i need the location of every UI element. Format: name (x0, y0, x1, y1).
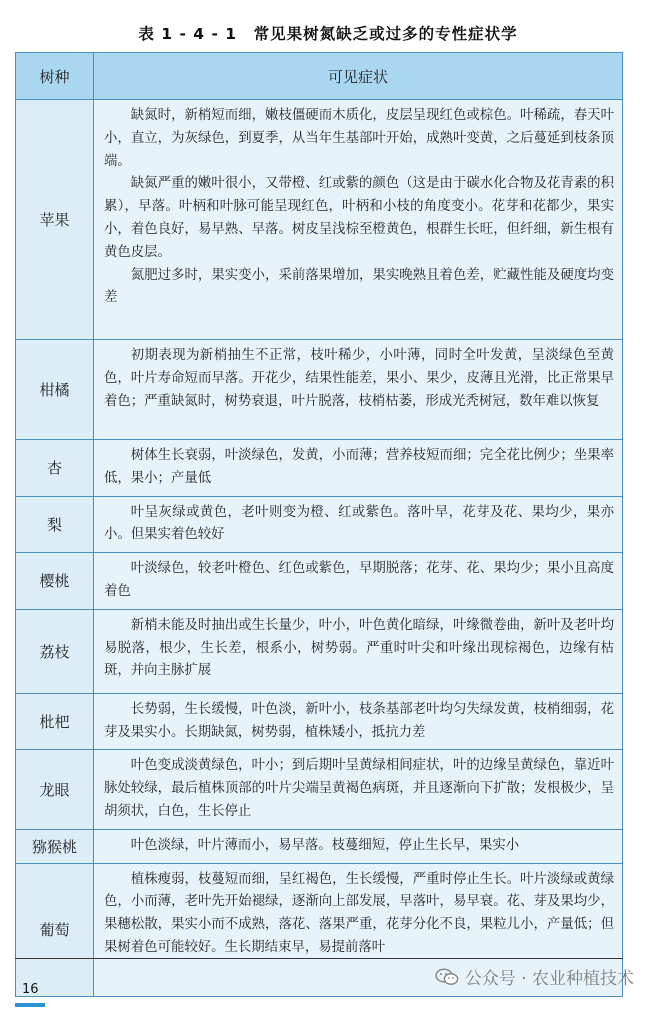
symptom-table (15, 52, 623, 997)
species-cell: 龙眼 (16, 750, 94, 829)
wechat-icon (435, 968, 459, 986)
species-cell: 杏 (16, 440, 94, 497)
species-cell: 枇杷 (16, 693, 94, 750)
symptom-cell (94, 829, 623, 863)
symptom-cell (94, 750, 623, 829)
species-cell: 梨 (16, 496, 94, 553)
header-symptoms: 可见症状 (94, 53, 623, 100)
table-row (16, 553, 623, 610)
symptom-paragraph: 树体生长衰弱，叶淡绿色，发黄，小而薄；营养枝短而细；完全花比例少；坐果率低，果小；产量低 (104, 448, 614, 486)
symptom-cell (94, 609, 623, 693)
species-cell: 柑橘 (16, 340, 94, 440)
table-row (16, 100, 623, 340)
symptom-paragraph: 新梢未能及时抽出或生长量少，叶小，叶色黄化暗绿，叶缘微卷曲，新叶及老叶均易脱落，根少，生长差，根系小，树势弱。严重时叶尖和叶缘出现棕褐色，边缘有枯斑，并向主脉扩展 (104, 617, 614, 679)
symptom-paragraph: 缺氮严重的嫩叶很小，又带橙、红或紫的颜色（这是由于碳水化合物及花青素的积累），早落。叶柄和叶脉可能呈现红色，叶柄和小枝的角度变小。花芽和花都少，果实小，着色良好，易早熟、早落。树皮呈浅棕至橙黄色，根群生长旺，但纤细，新生根有黄色皮层。 (104, 176, 614, 260)
species-cell: 猕猴桃 (16, 829, 94, 863)
symptom-cell (94, 496, 623, 553)
species-cell: 苹果 (16, 100, 94, 340)
table-row (16, 496, 623, 553)
symptom-cell (94, 100, 623, 340)
symptom-paragraph: 长势弱，生长缓慢，叶色淡，新叶小，枝条基部老叶均匀失绿发黄，枝梢细弱，花芽及果实小。长期缺氮，树势弱，植株矮小，抵抗力差 (104, 701, 614, 740)
footer-divider (15, 958, 623, 959)
symptom-paragraph: 叶呈灰绿或黄色，老叶则变为橙、红或紫色。落叶早，花芽及花、果均少，果亦小。但果实着色较好 (104, 504, 614, 543)
table-row (16, 750, 623, 829)
species-cell: 葡萄 (16, 863, 94, 996)
watermark-text: 公众号 · 农业种植技术 (464, 969, 634, 989)
table-header-row (16, 53, 623, 100)
page-number: 16 (22, 982, 39, 997)
symptom-paragraph: 叶色变成淡黄绿色，叶小；到后期叶呈黄绿相间症状，叶的边缘呈黄绿色，靠近叶脉处较绿，最后植株顶部的叶片尖端呈黄褐色病斑，并且逐渐向下扩散；发根极少，呈胡须状，白色，生长停止 (104, 758, 614, 819)
table-row (16, 609, 623, 693)
symptom-paragraph: 叶淡绿色，较老叶橙色、红色或紫色，早期脱落；花芽、花、果均少；果小且高度着色 (104, 561, 614, 599)
watermark (435, 964, 634, 989)
table-row (16, 440, 623, 497)
symptom-paragraph: 植株瘦弱，枝蔓短而细，呈红褐色，生长缓慢，严重时停止生长。叶片淡绿或黄绿色，小而薄，老叶先开始褪绿，逐渐向上部发展，早落叶，易早衰。花、芽及果均少，果穗松散，果实小而不成熟，落花、落果严重，花芽分化不良，果粒儿小，产量低；但果树着色可能较好。生长期结束早，易提前落叶 (104, 871, 614, 955)
symptom-cell (94, 440, 623, 497)
table-title: 表 1 - 4 - 1 常见果树氮缺乏或过多的专性症状学 (138, 25, 518, 43)
table-row (16, 693, 623, 750)
symptom-paragraph: 缺氮时，新梢短而细，嫩枝僵硬而木质化，皮层呈现红色或棕色。叶稀疏，春天叶小，直立，为灰绿色，到夏季，从当年生基部叶开始，成熟叶变黄，之后蔓延到枝条顶端。 (104, 108, 614, 169)
symptom-cell (94, 693, 623, 750)
symptom-paragraph: 氮肥过多时，果实变小，采前落果增加，果实晚熟且着色差，贮藏性能及硬度均变差 (104, 267, 614, 306)
symptom-paragraph: 叶色淡绿，叶片薄而小，易早落。枝蔓细短，停止生长早，果实小 (130, 837, 520, 853)
page-accent-bar (15, 1003, 45, 1007)
header-species: 树种 (16, 53, 94, 100)
species-cell: 樱桃 (16, 553, 94, 610)
table-row (16, 829, 623, 863)
symptom-paragraph: 初期表现为新梢抽生不正常，枝叶稀少，小叶薄，同时全叶发黄，呈淡绿色至黄色，叶片寿命短而早落。开花少，结果性能差，果小、果少，皮薄且光滑，比正常果早着色；严重缺氮时，树势衰退，叶片脱落，枝梢枯萎，形成光秃树冠，数年难以恢复 (104, 348, 614, 409)
species-cell: 荔枝 (16, 609, 94, 693)
symptom-cell (94, 340, 623, 440)
symptom-cell (94, 553, 623, 610)
table-row (16, 340, 623, 440)
